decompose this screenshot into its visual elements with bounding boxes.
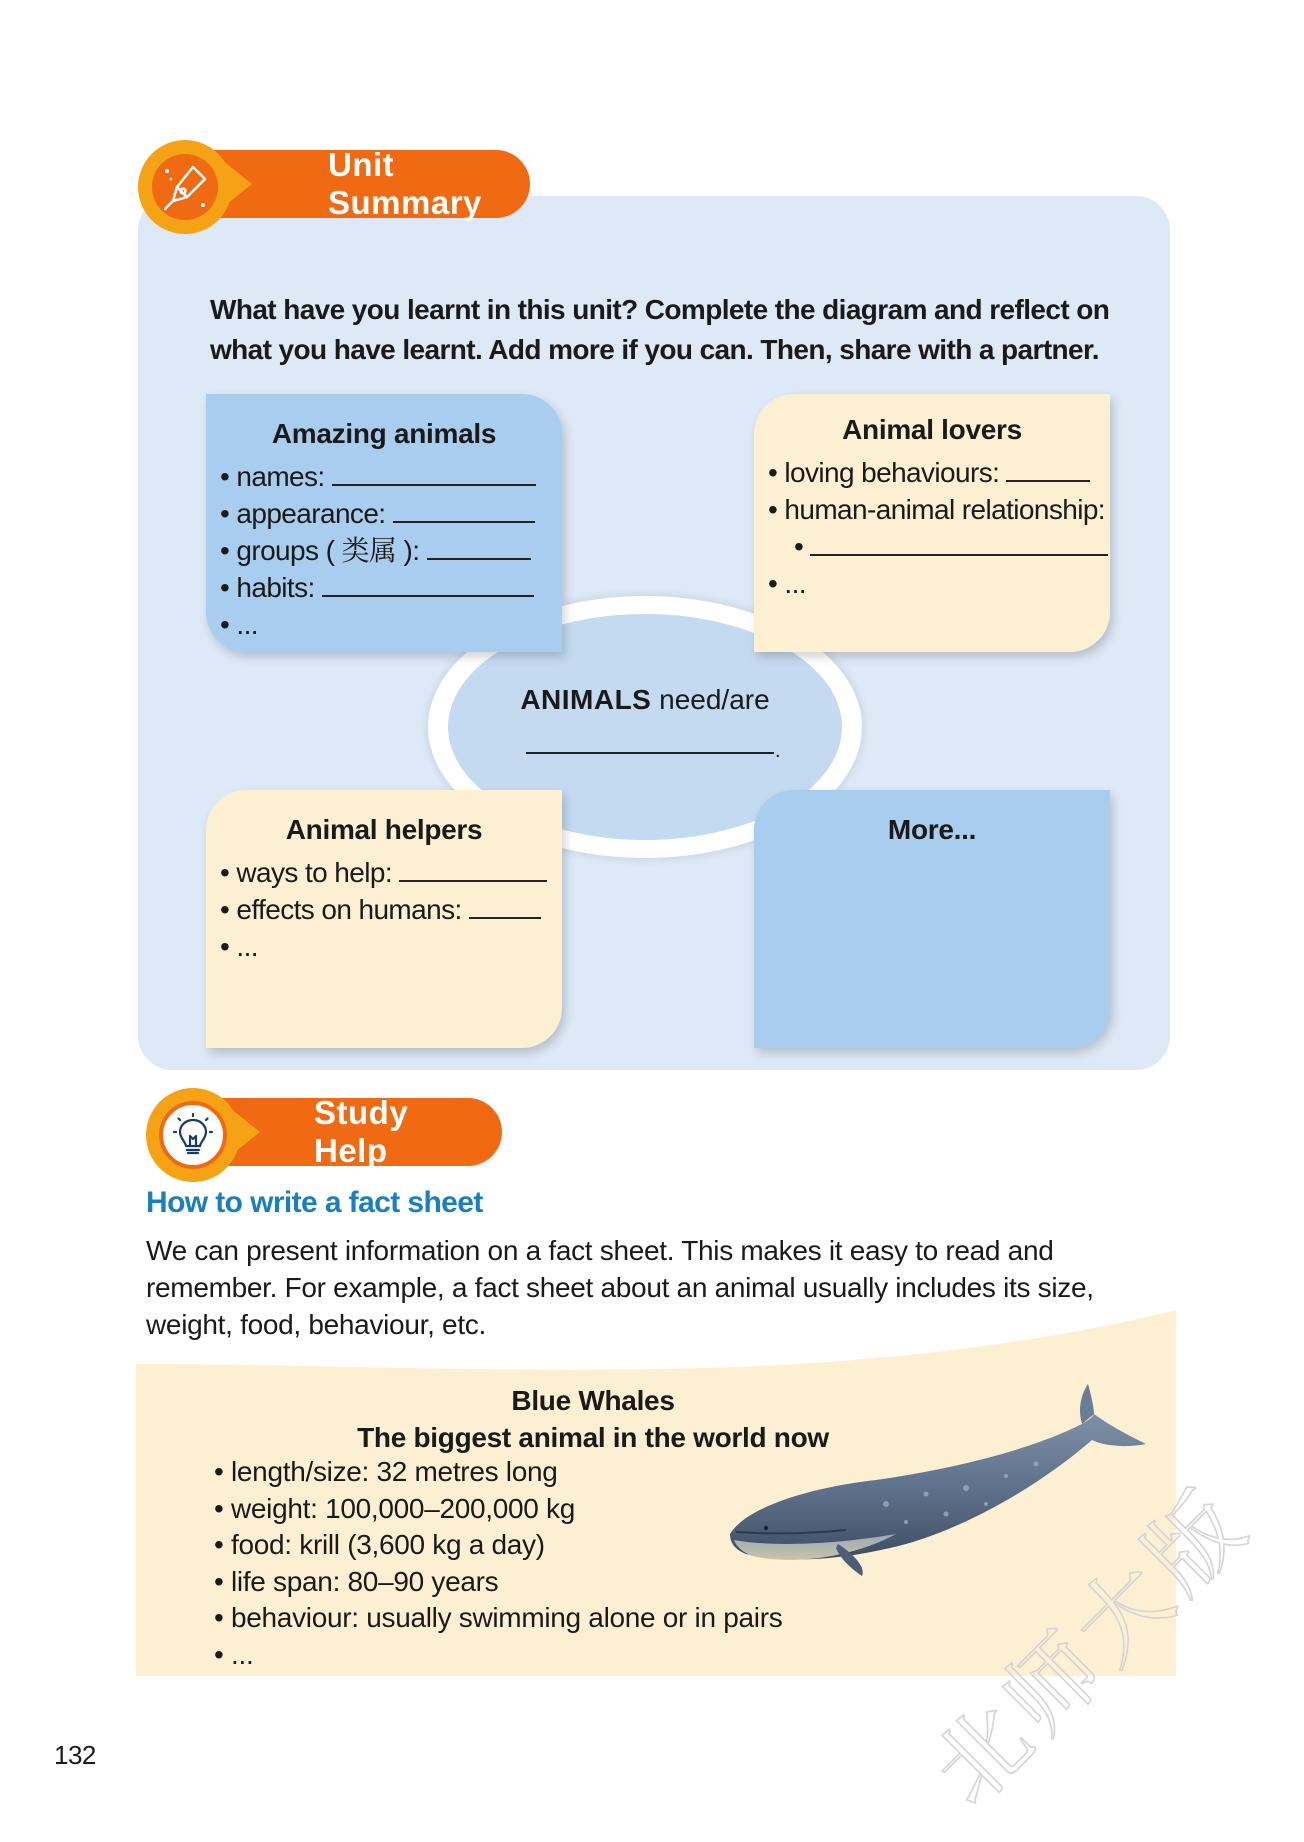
blank-line[interactable]	[393, 499, 535, 523]
fact-sheet-list	[214, 1454, 782, 1673]
box-animal-helpers	[206, 790, 562, 1048]
list-item: • loving behaviours:	[768, 454, 1110, 491]
pen-nib-icon	[159, 161, 211, 213]
list-item: • life span: 80–90 years	[214, 1564, 782, 1601]
blank-line[interactable]	[810, 532, 1108, 556]
blank-line[interactable]	[1006, 458, 1090, 482]
list-item: • food: krill (3,600 kg a day)	[214, 1527, 782, 1564]
blank-line[interactable]	[332, 462, 536, 486]
page-number: 132	[54, 1740, 96, 1770]
blank-line[interactable]	[469, 895, 541, 919]
fact-sheet-title-line2: The biggest animal in the world now	[357, 1422, 829, 1453]
list-item: • effects on humans:	[220, 891, 562, 928]
list-item: • human-animal relationship:	[768, 491, 1110, 528]
publisher-watermark	[912, 1440, 1304, 1840]
list-item: • ways to help:	[220, 854, 562, 891]
center-period: .	[775, 740, 781, 762]
box-title: Amazing animals	[271, 418, 497, 449]
box-list	[206, 854, 562, 965]
list-item: • ...	[220, 606, 562, 643]
center-prompt-bold: ANIMALS	[520, 684, 652, 715]
box-title: Animal helpers	[285, 814, 483, 845]
center-prompt-rest: need/are	[651, 684, 770, 715]
list-item: • length/size: 32 metres long	[214, 1454, 782, 1491]
box-more[interactable]	[754, 790, 1110, 1048]
watermark-text: 北师大版	[912, 1467, 1271, 1826]
list-item: • habits:	[220, 569, 562, 606]
list-item: • ...	[768, 565, 1110, 602]
list-item: • behaviour: usually swimming alone or in pairs	[214, 1600, 782, 1637]
box-amazing-animals	[206, 394, 562, 652]
list-item-blank	[768, 528, 1110, 565]
box-title: Animal lovers	[842, 414, 1022, 445]
study-help-badge	[146, 1088, 240, 1182]
unit-summary-title: Unit Summary	[198, 150, 530, 218]
list-item: • appearance:	[220, 495, 562, 532]
unit-summary-instruction: What have you learnt in this unit? Complete the diagram and reflect on what you have learnt. Add more if you can. Then, share with a partner.	[210, 294, 1110, 365]
study-help-subtitle: How to write a fact sheet	[146, 1186, 483, 1219]
blank-line[interactable]	[427, 536, 531, 560]
unit-summary-header	[138, 146, 538, 222]
study-help-title: Study Help	[202, 1098, 502, 1166]
list-item: • ...	[220, 928, 562, 965]
box-animal-lovers	[754, 394, 1110, 652]
list-item: • names:	[220, 458, 562, 495]
blank-line[interactable]	[399, 858, 547, 882]
list-item: • weight: 100,000–200,000 kg	[214, 1491, 782, 1528]
unit-summary-badge	[138, 140, 232, 234]
box-list	[754, 454, 1110, 602]
study-help-text: We can present information on a fact sheet. This makes it easy to read and remember. For example, a fact sheet about an animal usually includes its size, weight, food, behaviour, etc.	[146, 1235, 1094, 1340]
lightbulb-icon	[170, 1112, 216, 1158]
list-item: • ...	[214, 1637, 782, 1674]
study-help-header	[146, 1094, 526, 1170]
fact-sheet-title-line1: Blue Whales	[511, 1385, 675, 1416]
center-prompt	[448, 684, 842, 716]
box-list	[206, 458, 562, 643]
blank-line[interactable]	[322, 573, 534, 597]
center-blank-line[interactable]	[526, 752, 774, 754]
list-item: • groups ( 类属 ):	[220, 532, 562, 569]
box-title: More...	[887, 814, 977, 845]
